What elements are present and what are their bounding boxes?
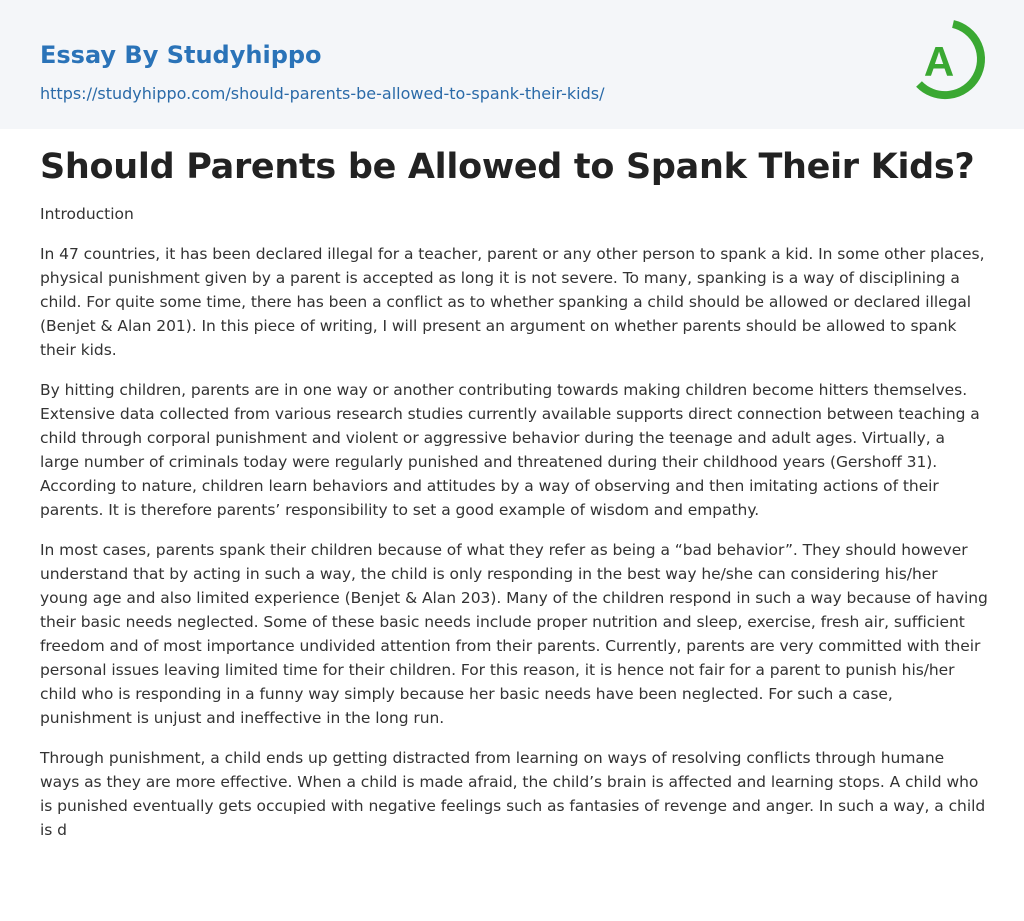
article-title: Should Parents be Allowed to Spank Their Kids? — [40, 147, 975, 187]
article-body — [40, 202, 988, 858]
article-paragraph-3: In most cases, parents spank their children because of what they refer as being a “bad behavior”. They should however understand that by acting in such a way, the child is only responding in the best way he/she can considering his/her young age and also limited experience (Benjet & Alan 203). Many of the children respond in such a way because of having their basic needs neglected. Some of these basic needs include proper nutrition and sleep, exercise, fresh air, sufficient freedom and of most importance undivided attention from their parents. Currently, parents are very committed with their personal issues leaving limited time for their children. For this reason, it is hence not fair for a parent to punish his/her child who is responding in a funny way simply because her basic needs have been neglected. For such a case, punishment is unjust and ineffective in the long run. — [40, 541, 988, 727]
essay-url-link[interactable]: https://studyhippo.com/should-parents-be-allowed-to-spank-their-kids/ — [40, 84, 605, 103]
article-paragraph-4: Through punishment, a child ends up getting distracted from learning on ways of resolving conflicts through humane ways as they are more effective. When a child is made afraid, the child’s brain is affected and learning stops. A child who is punished eventually gets occupied with negative feelings such as fantasies of revenge and anger. In such a way, a child is d — [40, 749, 986, 839]
article-paragraph-2: By hitting children, parents are in one way or another contributing towards making children become hitters themselves. Extensive data collected from various research studies currently available supports direct connection between teaching a child through corporal punishment and violent or aggressive behavior during the teenage and adult ages. Virtually, a large number of criminals today were regularly punished and threatened during their childhood years (Gershoff 31). According to nature, children learn behaviors and attitudes by a way of observing and then imitating actions of their parents. It is therefore parents’ responsibility to set a good example of wisdom and empathy. — [40, 381, 980, 519]
article-paragraph-1: In 47 countries, it has been declared illegal for a teacher, parent or any other person to spank a kid. In some other places, physical punishment given by a parent is accepted as long it is not severe. To many, spanking is a way of disciplining a child. For quite some time, there has been a conflict as to whether spanking a child should be allowed or declared illegal (Benjet & Alan 201). In this piece of writing, I will present an argument on whether parents should be allowed to spank their kids. — [40, 245, 985, 359]
site-brand[interactable]: Essay By Studyhippo — [40, 41, 322, 69]
logo-letter: A — [923, 38, 955, 85]
section-label: Introduction — [40, 205, 134, 223]
